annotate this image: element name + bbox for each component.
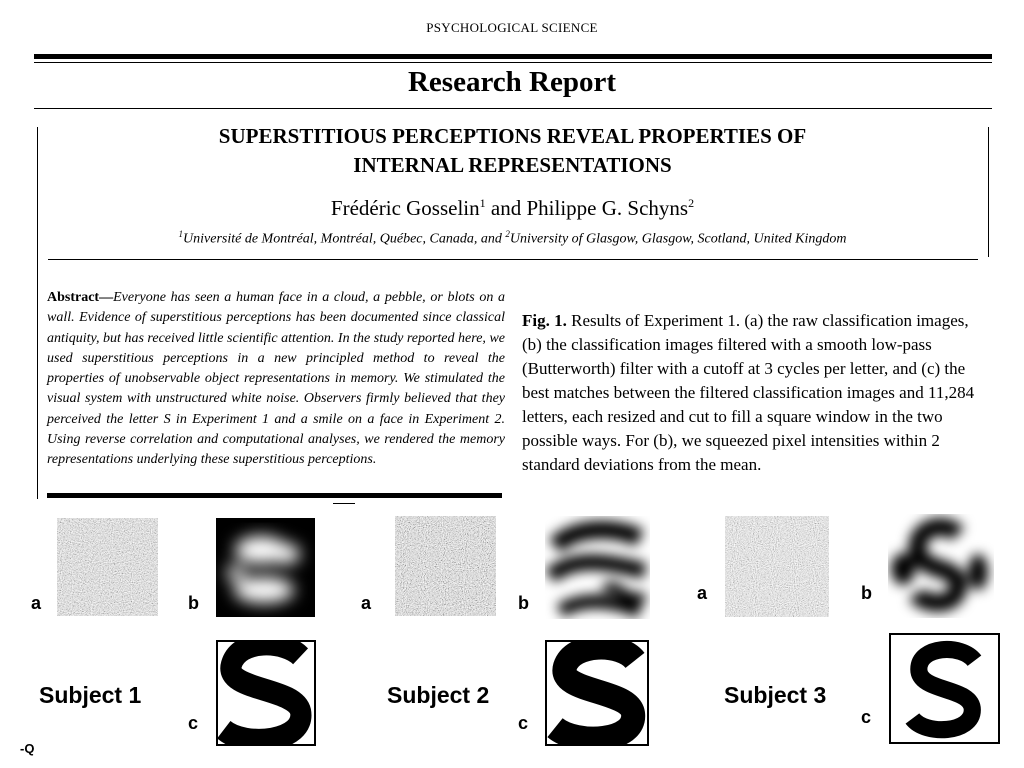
affiliation-rule	[48, 259, 978, 260]
author-and: and	[485, 196, 527, 220]
affil-sup-2: 2	[505, 229, 510, 239]
abstract-dash	[333, 503, 355, 504]
left-margin-line	[37, 127, 38, 499]
figure-caption	[522, 309, 982, 477]
subject-2-label-b: b	[518, 593, 529, 613]
subject-2-raw-image	[395, 516, 496, 616]
abstract-lead: Abstract—	[47, 290, 114, 305]
author-2: Philippe G. Schyns	[526, 196, 689, 220]
subject-1-label-c: c	[188, 713, 199, 733]
header-rule-thin	[34, 62, 992, 63]
author-1: Frédéric Gosselin	[330, 196, 480, 220]
header-rule-thick	[34, 54, 992, 59]
article-title	[40, 122, 985, 180]
affil-sup-1: 1	[178, 229, 184, 239]
subject-3-label: Subject 3	[724, 682, 827, 708]
right-margin-line	[988, 127, 989, 257]
subject-2-best-match-letter	[545, 640, 649, 746]
subject-1-label-b: b	[188, 593, 199, 613]
subject-1-filtered-image	[216, 518, 315, 617]
subject-2-filtered-image	[545, 516, 650, 619]
affil-1: Université de Montréal, Montréal, Québec, Canada, and	[183, 231, 506, 247]
subject-3-label-a: a	[697, 583, 708, 603]
caption-label: Fig. 1.	[522, 311, 567, 330]
subject-2-label-c: c	[518, 713, 529, 733]
author-1-sup: 1	[479, 196, 486, 210]
author-list	[40, 196, 985, 221]
subject-2-label-a: a	[361, 593, 372, 613]
abstract-bar	[47, 493, 502, 498]
section-rule	[34, 108, 992, 109]
affil-2: University of Glasgow, Glasgow, Scotland, United Kingdom	[509, 231, 847, 247]
corner-mark: -Q	[20, 741, 35, 756]
title-line-1: SUPERSTITIOUS PERCEPTIONS REVEAL PROPERTIES OF	[218, 124, 807, 148]
author-2-sup: 2	[688, 196, 695, 210]
subject-1-best-match-letter	[216, 640, 316, 746]
subject-1-raw-image	[57, 518, 158, 616]
subject-3-label-b: b	[861, 583, 872, 603]
subject-1-label: Subject 1	[39, 682, 142, 708]
subject-3-best-match-letter	[889, 633, 1000, 744]
subject-2-label: Subject 2	[387, 682, 490, 708]
section-heading: Research Report	[407, 66, 617, 98]
abstract-text: Everyone has seen a human face in a cloud, a pebble, or blots on a wall. Evidence of superstitious perceptions has been documented since classical antiquity, but has received little scientific attention. In the study reported here, we used superstitious perceptions in a new principled method to reveal the properties of unobservable object representations in memory. We stimulated the visual system with unstructured white noise. Observers firmly believed that they perceived the letter S in Experiment 1 and a smile on a face in Experiment 2. Using reverse correlation and computational analyses, we rendered the memory representations underlying these superstitious perceptions.	[47, 290, 505, 468]
subject-3-raw-image	[725, 516, 829, 617]
affiliations	[40, 229, 985, 248]
subject-1-label-a: a	[31, 593, 42, 613]
subject-3-label-c: c	[861, 707, 872, 727]
caption-text: Results of Experiment 1. (a) the raw classification images, (b) the classification images filtered with a smooth low-pass (Butterworth) filter with a cutoff at 3 cycles per letter, and (c) the best matches between the filtered classification images and 11,284 letters, each resized and cut to fill a square window in the two possible ways. For (b), we squeezed pixel intensities within 2 standard deviations from the mean.	[522, 311, 975, 474]
subject-3-filtered-image	[888, 514, 994, 618]
title-line-2: INTERNAL REPRESENTATIONS	[353, 153, 672, 177]
abstract	[47, 288, 505, 471]
journal-name: PSYCHOLOGICAL SCIENCE	[426, 20, 598, 35]
